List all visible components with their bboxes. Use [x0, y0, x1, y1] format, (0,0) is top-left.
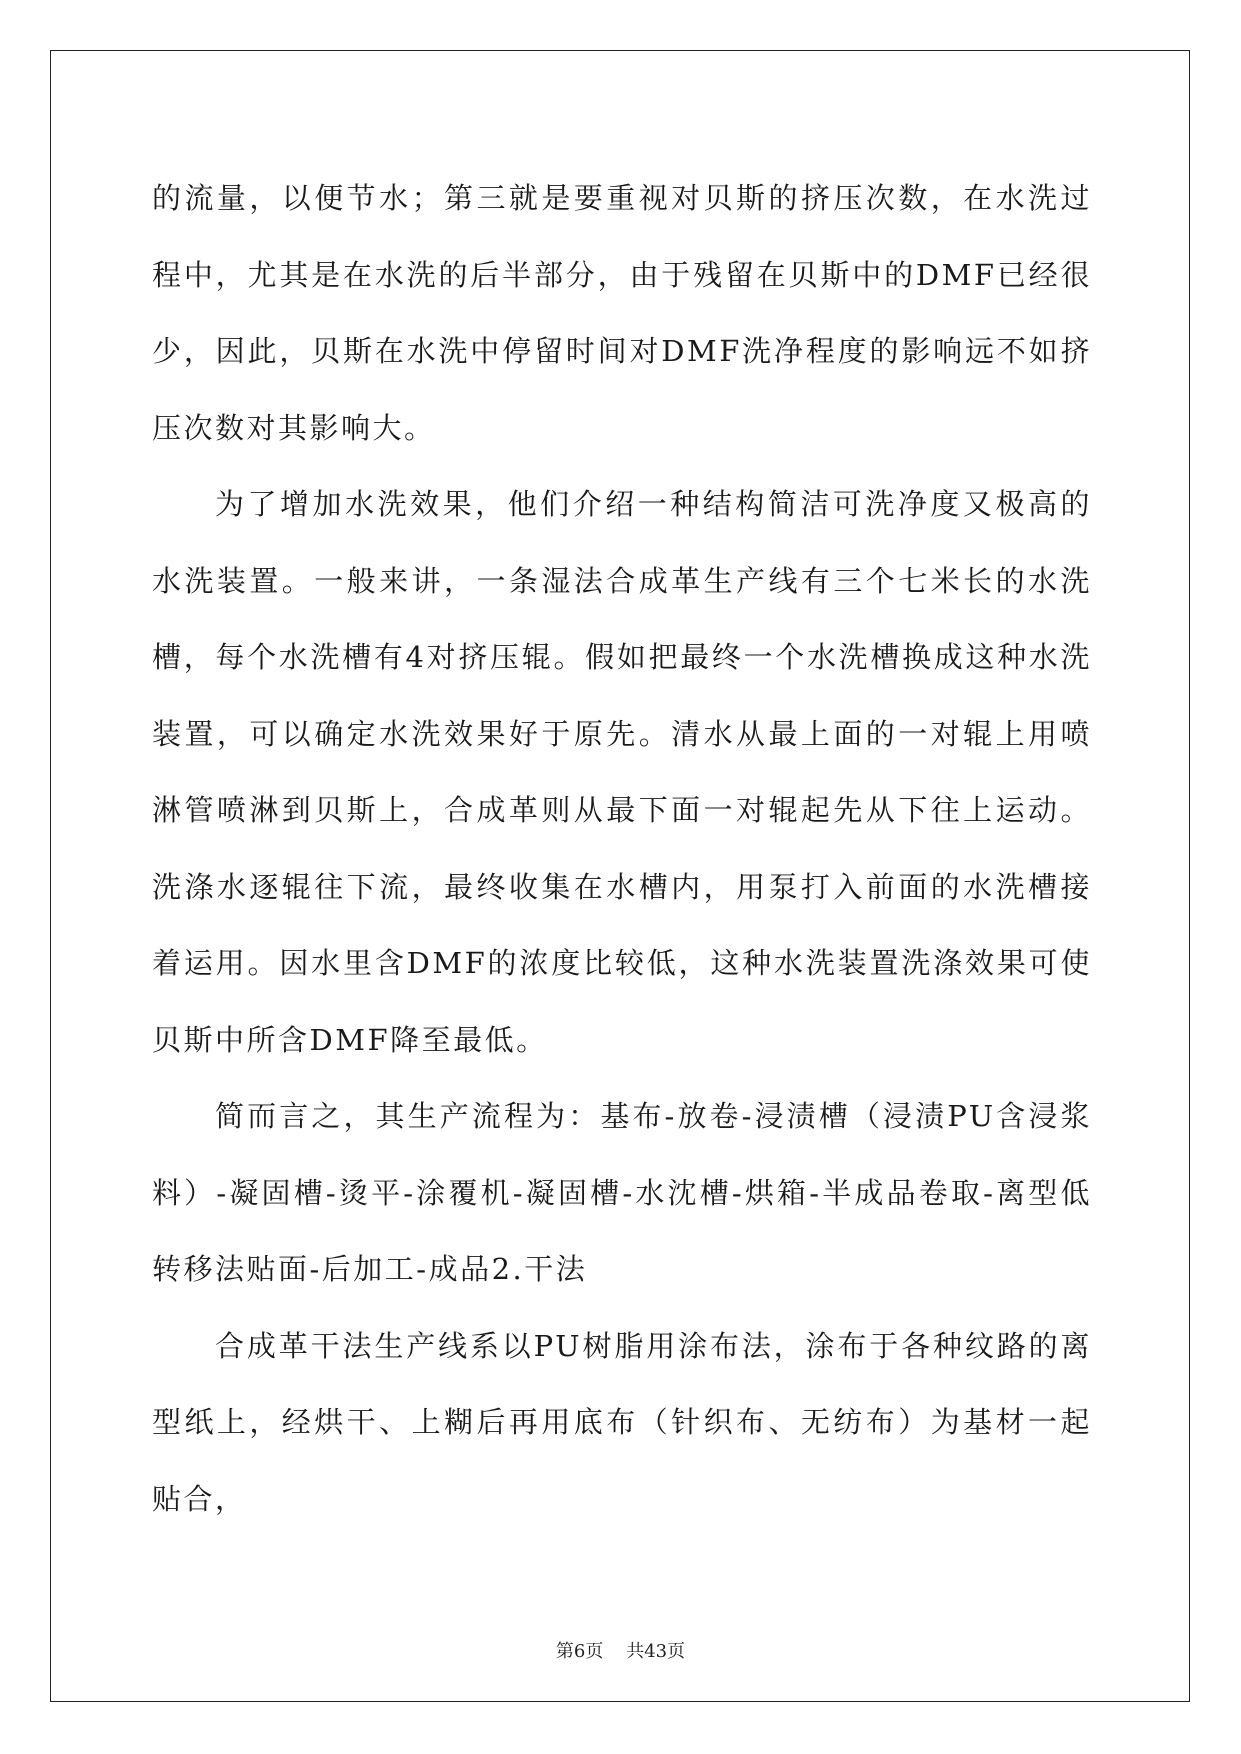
paragraph-1: 的流量，以便节水；第三就是要重视对贝斯的挤压次数，在水洗过程中，尤其是在水洗的后半部分，由于残留在贝斯中的DMF已经很少，因此，贝斯在水洗中停留时间对DMF洗净程度的影响远不如挤压次数对其影响大。	[152, 181, 1092, 445]
page-number: 第6页	[555, 1641, 604, 1662]
paragraph-4: 合成革干法生产线系以PU树脂用涂布法，涂布于各种纹路的离型纸上，经烘干、上糊后再用底布（针织布、无纺布）为基材一起贴合，	[152, 1328, 1092, 1516]
paragraph-3: 简而言之，其生产流程为：基布-放卷-浸渍槽（浸渍PU含浸浆料）-凝固槽-烫平-涂覆机-凝固槽-水沈槽-烘箱-半成品卷取-离型低转移法贴面-后加工-成品2.干法	[152, 1099, 1092, 1286]
total-pages: 共43页	[626, 1641, 686, 1662]
document-body	[152, 160, 1092, 1537]
paragraph-2: 为了增加水洗效果，他们介绍一种结构简洁可洗净度又极高的水洗装置。一般来讲，一条湿法合成革生产线有三个七米长的水洗槽，每个水洗槽有4对挤压辊。假如把最终一个水洗槽换成这种水洗装置，可以确定水洗效果好于原先。清水从最上面的一对辊上用喷淋管喷淋到贝斯上，合成革则从最下面一对辊起先从下往上运动。洗涤水逐辊往下流，最终收集在水槽内，用泵打入前面的水洗槽接着运用。因水里含DMF的浓度比较低，这种水洗装置洗涤效果可使贝斯中所含DMF降至最低。	[152, 487, 1092, 1057]
page-footer	[0, 1637, 1241, 1663]
